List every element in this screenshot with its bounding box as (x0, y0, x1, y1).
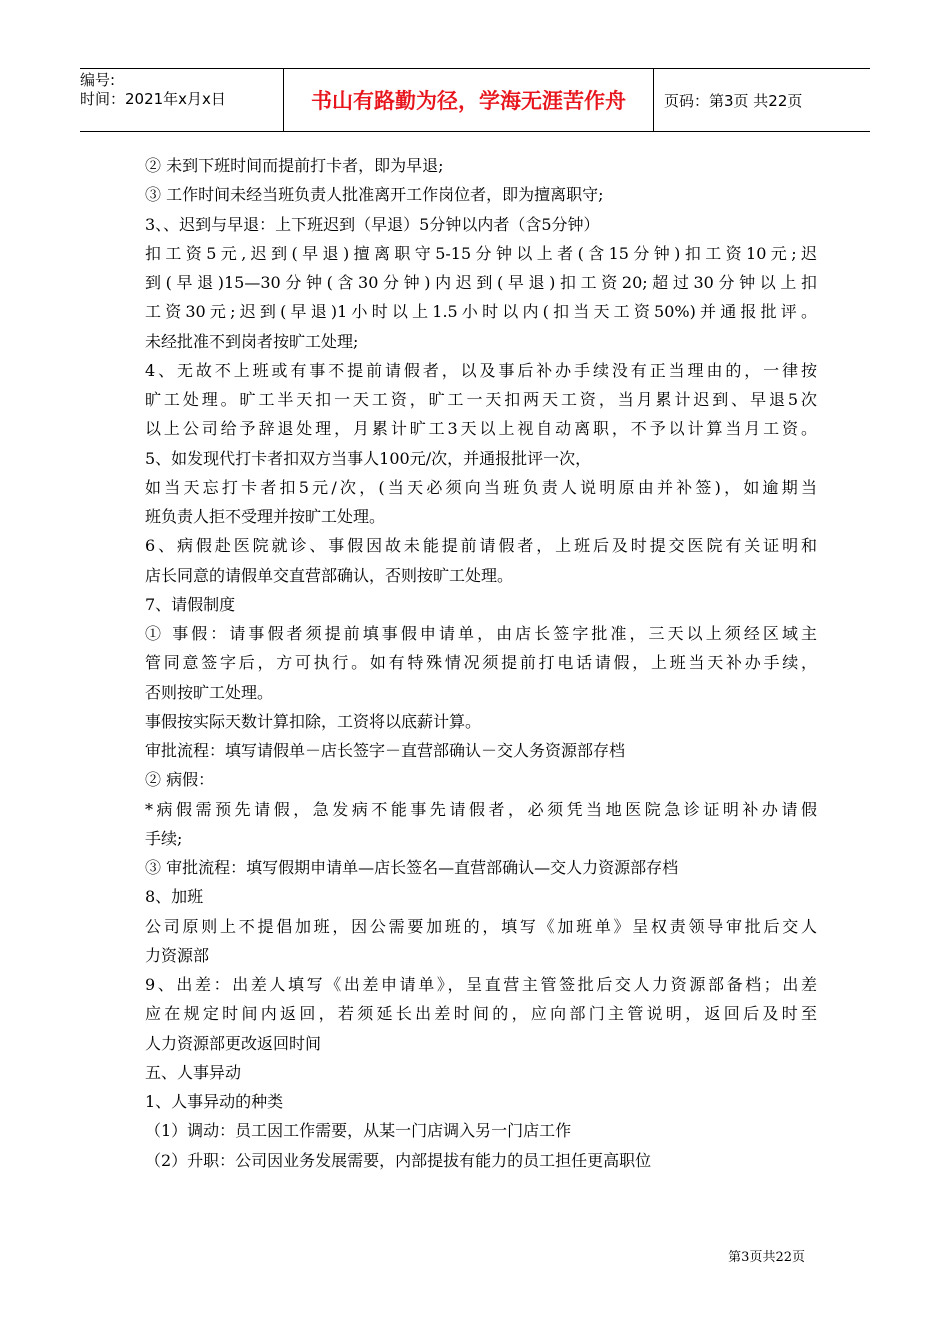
text-line: 五、人事异动 (145, 1062, 242, 1082)
document-body (145, 151, 817, 1175)
text-line: （1）调动：员工因工作需要，从某一门店调入另一门店工作 (145, 1121, 572, 1141)
document-date-label: 时间：2021年x月x日 (80, 90, 226, 108)
text-line: 审批流程：填写请假单－店长签字－直营部确认－交人务资源部存档 (145, 741, 626, 760)
text-line: （2）升职：公司因业务发展需要，内部提拔有能力的员工担任更高职位 (145, 1150, 652, 1170)
text-line: 9、出差：出差人填写《出差申请单》，呈直营主管签批后交人力资源部备档；出差 (145, 975, 817, 994)
text-line: 5、如发现代打卡者扣双方当事人100元/次，并通报批评一次， (145, 448, 592, 468)
text-line: ② 病假： (145, 770, 215, 790)
text-line: 手续; (145, 828, 183, 848)
text-line: 力资源部 (145, 945, 210, 965)
text-line: 8、加班 (145, 887, 204, 907)
text-line: ③ 工作时间未经当班负责人批准离开工作岗位者，即为擅离职守; (145, 185, 604, 205)
text-line: 应在规定时间内返回，若须延长出差时间的，应向部门主管说明，返回后及时至 (145, 1004, 817, 1024)
text-line: 4、无故不上班或有事不提前请假者，以及事后补办手续没有正当理由的，一律按 (145, 360, 817, 380)
text-line: ① 事假：请事假者须提前填事假申请单，由店长签字批准，三天以上须经区域主 (145, 624, 817, 643)
text-line: 到(早退)15—30分钟(含30分钟)内迟到(早退)扣工资20;超过30分钟以上扣 (145, 273, 817, 292)
header-meta (80, 69, 283, 131)
text-line: 如当天忘打卡者扣5元/次，(当天必须向当班负责人说明原由并补签)，如逾期当 (145, 477, 817, 497)
text-line: 否则按旷工处理。 (145, 682, 274, 702)
text-line: ② 未到下班时间而提前打卡者，即为早退; (145, 156, 444, 175)
text-line: 工资30元;迟到(早退)1小时以上1.5小时以内(扣当天工资50%)并通报批评。 (145, 302, 817, 322)
page-footer: 第3页共22页 (728, 1250, 805, 1265)
text-line: 班负责人拒不受理并按旷工处理。 (145, 507, 386, 526)
text-line: 管同意签字后，方可执行。如有特殊情况须提前打电话请假，上班当天补办手续， (145, 653, 817, 673)
text-line: 人力资源部更改返回时间 (145, 1033, 322, 1053)
header-page-number: 页码：第3页 共22页 (664, 91, 803, 110)
header-motto: 书山有路勤为径，学海无涯苦作舟 (283, 69, 654, 131)
text-line: 6、病假赴医院就诊、事假因故未能提前请假者，上班后及时提交医院有关证明和 (145, 536, 817, 556)
text-line: *病假需预先请假，急发病不能事先请假者，必须凭当地医院急诊证明补办请假 (145, 799, 817, 819)
text-line: 3、、迟到与早退：上下班迟到（早退）5分钟以内者（含5分钟） (145, 214, 600, 234)
text-line: 店长同意的请假单交直营部确认，否则按旷工处理。 (145, 565, 514, 585)
text-line: 公司原则上不提倡加班，因公需要加班的，填写《加班单》呈权责领导审批后交人 (145, 916, 817, 936)
text-line: 1、人事异动的种类 (145, 1092, 284, 1111)
text-line: ③ 审批流程：填写假期申请单—店长签名—直营部确认—交人力资源部存档 (145, 858, 679, 877)
text-line: 以上公司给予辞退处理，月累计旷工3天以上视自动离职，不予以计算当月工资。 (145, 419, 817, 439)
text-line: 扣工资5元,迟到(早退)擅离职守5-15分钟以上者(含15分钟)扣工资10元;迟 (145, 243, 817, 263)
document-number-label: 编号: (80, 71, 116, 89)
text-line: 7、请假制度 (145, 594, 236, 614)
page-header (80, 68, 870, 132)
text-line: 旷工处理。旷工半天扣一天工资，旷工一天扣两天工资，当月累计迟到、早退5次 (145, 390, 817, 409)
text-line: 事假按实际天数计算扣除，工资将以底薪计算。 (145, 711, 482, 731)
text-line: 未经批准不到岗者按旷工处理; (145, 331, 359, 351)
